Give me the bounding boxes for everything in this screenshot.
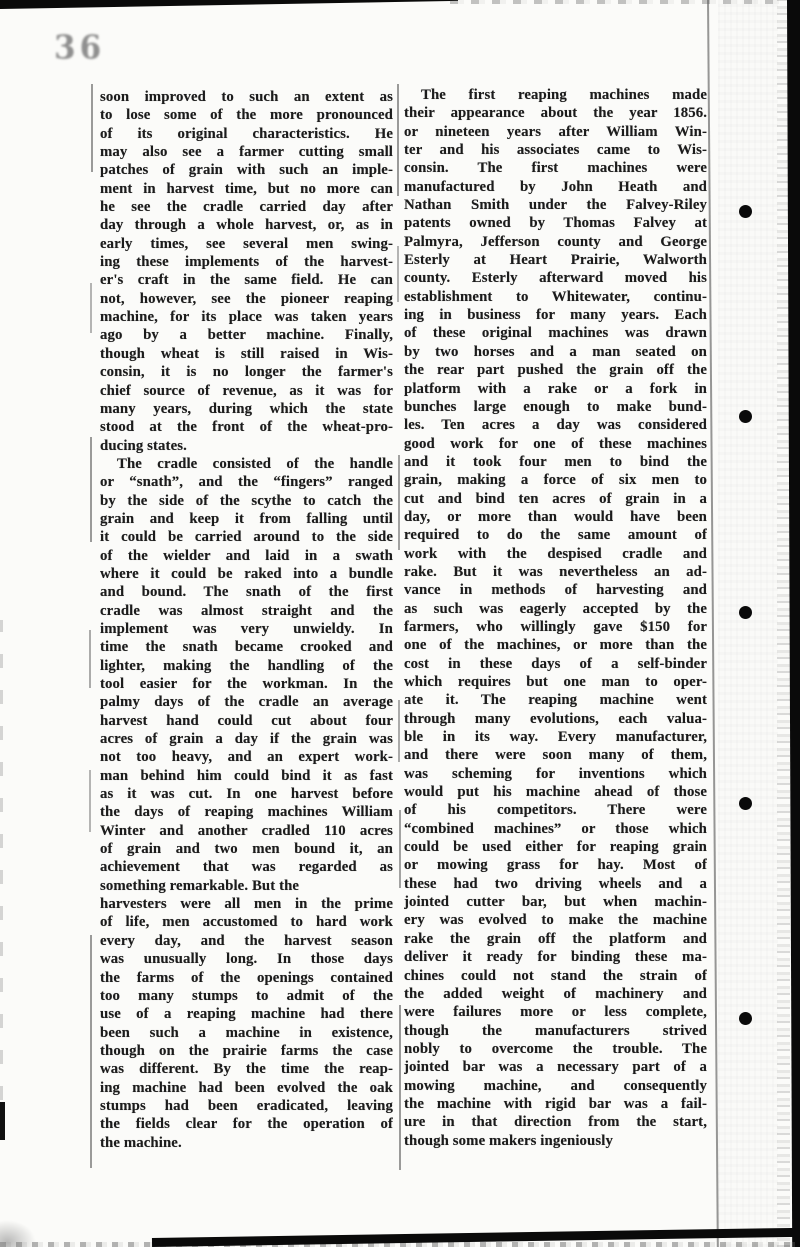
text-line: work with the despised cradle and (404, 545, 707, 562)
text-line: of life, men accustomed to hard work (100, 914, 393, 931)
text-line: Winter and another cradled 110 acres (100, 822, 393, 839)
text-line: would put his machine ahead of those (404, 784, 707, 801)
text-line: of these original machines was drawn (404, 325, 707, 342)
text-line: nobly to overcome the trouble. The (404, 1040, 707, 1057)
article-column-left (100, 88, 393, 1152)
scan-artifact-gutter-speckle (718, 0, 778, 1247)
text-line: of its original characteristics. He (100, 125, 393, 142)
column-rule-segment (397, 246, 399, 302)
text-line: cut and bind ten acres of grain in a (404, 490, 707, 507)
column-rule-segment (397, 84, 399, 196)
text-line: “combined machines” or those which (404, 820, 707, 837)
scan-artifact-left-bar (0, 1102, 5, 1140)
text-line: of grain and two men bound it, an (100, 841, 393, 858)
scan-artifact-corner-blotch (0, 1220, 36, 1247)
text-line: cost in these days of a self-binder (404, 655, 707, 672)
text-line: was different. By the time the reap- (100, 1061, 393, 1078)
column-rule-segment (90, 437, 92, 542)
text-line: these had two driving wheels and a (404, 875, 707, 892)
text-line: tool easier for the workman. In the (100, 676, 393, 692)
text-line: the days of reaping machines William (100, 804, 393, 821)
text-line: achievement that was regarded as (100, 859, 393, 876)
text-line: vance in methods of harvesting and (404, 582, 707, 599)
text-line: rake. But it was nevertheless an ad- (404, 563, 707, 580)
text-line: day, or more than would have been (404, 508, 707, 525)
text-line: grain and keep it from falling until (100, 510, 393, 527)
text-line: too many stumps to admit of the (100, 987, 393, 1004)
text-line: something remarkable. But the (100, 877, 300, 894)
text-line: as it was cut. In one harvest before (100, 786, 393, 803)
text-line: could be used either for reaping grain (404, 839, 707, 856)
text-line: the machine. (100, 1134, 182, 1151)
text-line: he see the cradle carried day after (100, 199, 393, 216)
text-line: machine, for its place was taken years (100, 309, 393, 326)
text-line: county. Esterly afterward moved his (404, 270, 707, 287)
text-line: acres of grain a day if the grain was (100, 731, 393, 748)
article-column-right (404, 86, 707, 1150)
text-line: chief source of revenue, as it was for (100, 382, 393, 399)
text-line: which requires but one man to oper- (404, 674, 707, 690)
text-line: chines could not stand the strain of (404, 967, 707, 984)
text-line: the added weight of machinery and (404, 985, 707, 1002)
text-line: The cradle consisted of the handle (117, 455, 393, 472)
text-line: The first reaping machines made (421, 87, 707, 103)
text-line: les. Ten acres a day was considered (404, 417, 707, 434)
text-line: or “snath”, and the “fingers” ranged (100, 474, 393, 491)
column-rule-segment (399, 810, 401, 888)
text-line: though wheat is still raised in Wis- (100, 345, 393, 362)
text-line: though some makers ingeniously (404, 1132, 613, 1149)
text-line: the fields clear for the operation of (100, 1116, 393, 1133)
scan-dot-2 (739, 410, 752, 423)
text-line: patents owned by Thomas Falvey at (404, 215, 707, 232)
text-line: by the side of the scythe to catch the (100, 492, 393, 509)
text-line: consin, it is no longer the farmer's (100, 364, 393, 381)
text-line: harvest hand could cut about four (100, 712, 393, 729)
text-line: not, however, see the pioneer reaping (100, 290, 393, 307)
text-line: many years, during which the state (100, 400, 393, 417)
text-line: harvesters were all men in the prime (100, 896, 393, 913)
text-line: Esterly at Heart Prairie, Walworth (404, 252, 707, 269)
text-line: manufactured by John Heath and (404, 178, 707, 195)
text-line: every day, and the harvest season (100, 932, 393, 949)
column-rule-segment (398, 455, 400, 550)
text-line: early times, see several men swing- (100, 235, 393, 252)
column-rule-segment (89, 630, 91, 688)
text-line: by two horses and a man seated on (404, 343, 707, 360)
text-line: it could be carried around to the side (100, 529, 393, 546)
text-line: ing these implements of the harvest- (100, 254, 393, 271)
text-line: patches of grain with such an imple- (100, 162, 393, 179)
text-line: stumps had been eradicated, leaving (100, 1097, 393, 1114)
column-rule-segment (398, 700, 400, 762)
text-line: rake the grain off the platform and (404, 930, 707, 947)
text-line: or mowing grass for hay. Most of (404, 857, 707, 874)
text-line: establishment to Whitewater, continu- (404, 288, 707, 305)
text-line: and it took four men to bind the (404, 453, 707, 470)
text-line: soon improved to such an extent as (100, 89, 393, 105)
text-line: through many evolutions, each valua- (404, 710, 707, 727)
text-line: as such was eagerly accepted by the (404, 600, 707, 617)
text-line: bunches large enough to make bund- (404, 398, 707, 415)
text-line: though on the prairie farms the case (100, 1042, 393, 1059)
text-line: Nathan Smith under the Falvey-Riley (404, 197, 707, 214)
text-line: farmers, who willingly gave $150 for (404, 618, 707, 635)
text-line: ble in its way. Every manufacturer, (404, 729, 707, 746)
scan-dot-4 (739, 797, 752, 810)
text-line: consin. The first machines were (404, 160, 707, 177)
text-line: ure in that direction from the start, (404, 1114, 707, 1131)
column-rule-segment (89, 770, 91, 832)
scan-dot-3 (739, 606, 752, 619)
column-rule-segment (91, 84, 93, 172)
text-line: jointed bar was a necessary part of a (404, 1059, 707, 1076)
column-rule-segment (90, 935, 92, 1168)
text-line: to lose some of the more pronounced (100, 107, 393, 124)
text-line: one of the machines, or more than the (404, 637, 707, 654)
text-line: the farms of the openings contained (100, 969, 393, 986)
text-line: though the manufacturers strived (404, 1022, 707, 1039)
text-line: cradle was almost straight and the (100, 602, 393, 619)
text-line: were failures more or less complete, (404, 1004, 707, 1021)
column-rule-segment (90, 283, 92, 333)
text-line: er's craft in the same field. He can (100, 272, 393, 289)
text-line: implement was very unwieldy. In (100, 620, 393, 637)
text-line: deliver it ready for binding these ma- (404, 949, 707, 966)
text-line: not too heavy, and an expert work- (100, 749, 393, 766)
scan-dot-5 (739, 1012, 752, 1025)
text-line: good work for one of these machines (404, 435, 707, 452)
text-line: use of a reaping machine had there (100, 1006, 393, 1023)
text-line: where it could be raked into a bundle (100, 565, 393, 582)
text-line: or nineteen years after William Win- (404, 123, 707, 140)
text-line: palmy days of the cradle an average (100, 694, 393, 711)
text-line: and there were soon many of them, (404, 747, 707, 764)
text-line: may also see a farmer cutting small (100, 144, 393, 161)
text-line: platform with a rake or a fork in (404, 380, 707, 397)
text-line: ery was evolved to make the machine (404, 912, 707, 929)
column-rule-segment (399, 1005, 401, 1170)
scan-dot-1 (739, 205, 752, 218)
text-line: stood at the front of the wheat-pro- (100, 419, 393, 436)
text-line: their appearance about the year 1856. (404, 105, 707, 122)
text-line: ing machine had been evolved the oak (100, 1079, 393, 1096)
page-number: 36 (54, 29, 106, 67)
text-line: mowing machine, and consequently (404, 1077, 707, 1094)
text-line: lighter, making the handling of the (100, 657, 393, 674)
text-line: was scheming for inventions which (404, 765, 707, 782)
text-line: ing in business for many years. Each (404, 307, 707, 324)
text-line: the machine with rigid bar was a fail- (404, 1095, 707, 1112)
text-line: grain, making a force of six men to (404, 472, 707, 489)
text-line: required to do the same amount of (404, 527, 707, 544)
text-line: ter and his associates came to Wis- (404, 142, 707, 159)
text-line: of his competitors. There were (404, 802, 707, 819)
text-line: the rear part pushed the grain off the (404, 362, 707, 379)
text-line: and bound. The snath of the first (100, 584, 393, 601)
text-line: ment in harvest time, but no more can (100, 180, 393, 197)
text-line: ate it. The reaping machine went (404, 692, 707, 709)
text-line: ducing states. (100, 437, 187, 454)
text-line: was unusually long. In those days (100, 951, 393, 968)
text-line: Palmyra, Jefferson county and George (404, 233, 707, 250)
text-line: jointed cutter bar, but when machin- (404, 894, 707, 911)
text-line: man behind him could bind it as fast (100, 767, 393, 784)
text-line: ago by a better machine. Finally, (100, 327, 393, 344)
text-line: of the wielder and laid in a swath (100, 547, 393, 564)
scan-artifact-top-bar (0, 0, 458, 9)
text-line: day through a whole harvest, or, as in (100, 217, 393, 234)
text-line: time the snath became crooked and (100, 639, 393, 656)
scan-artifact-left-speckle (0, 620, 3, 1100)
text-line: been such a machine in existence, (100, 1024, 393, 1041)
